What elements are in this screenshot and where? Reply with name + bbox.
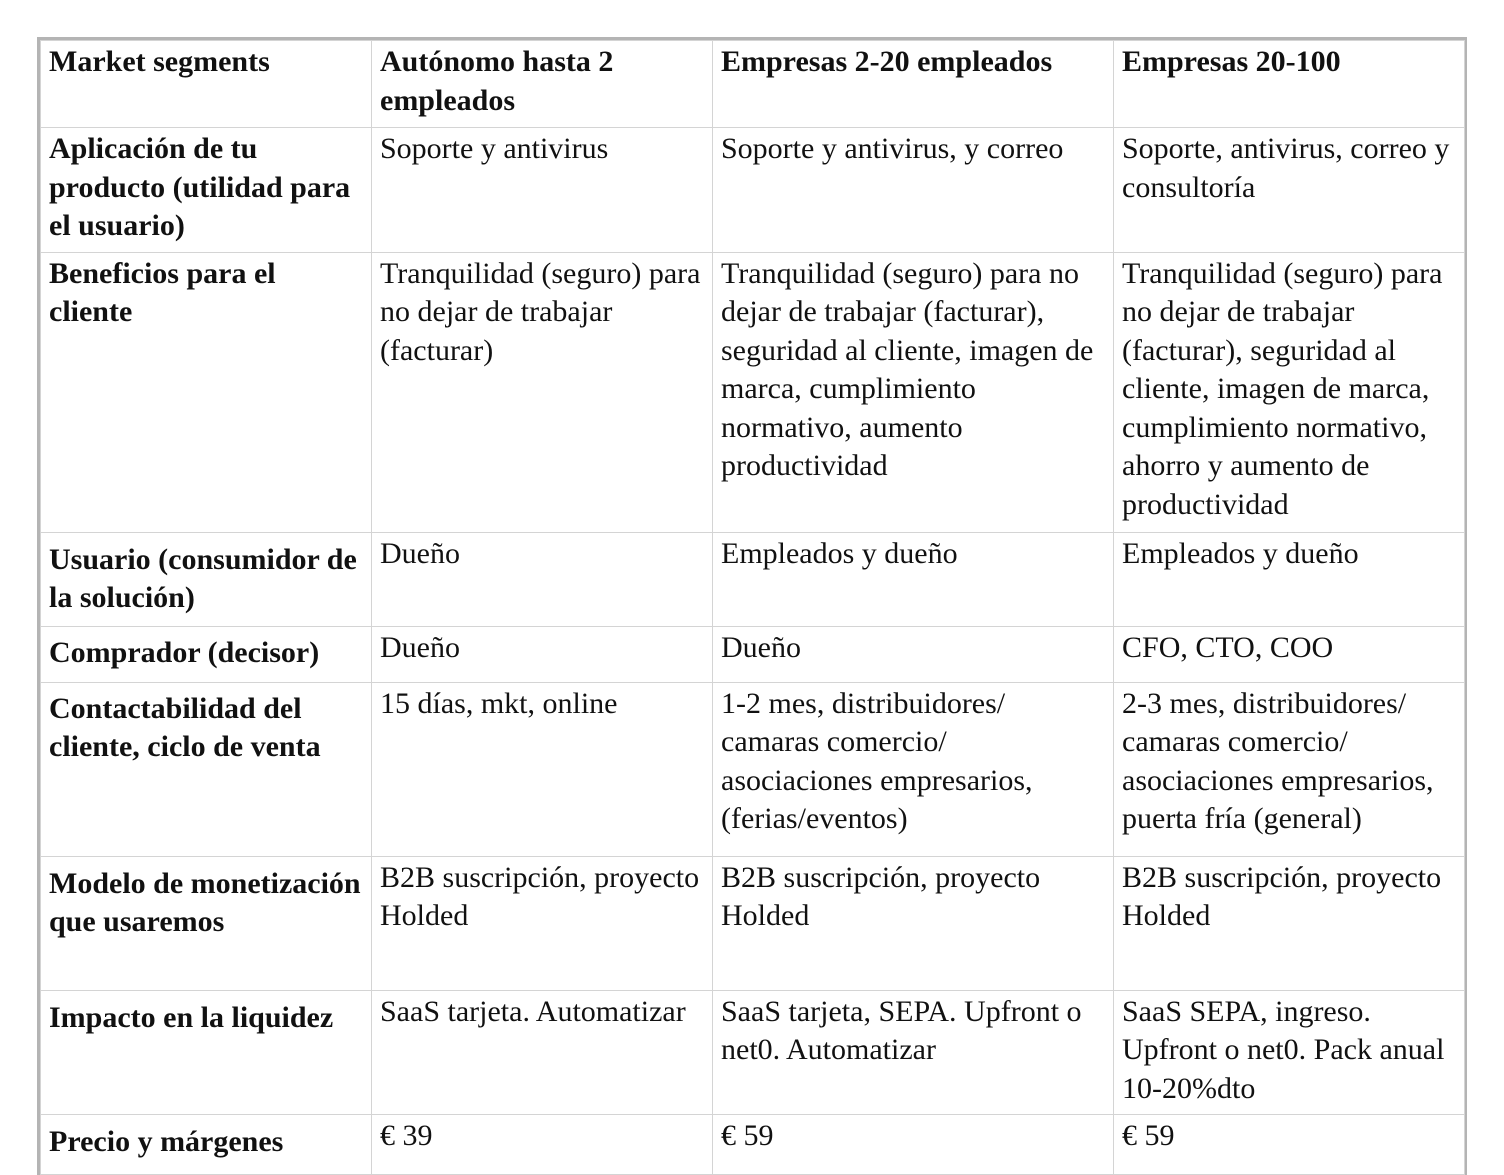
table-row — [41, 128, 1465, 253]
market-segments-table — [40, 40, 1465, 1175]
table-cell: B2B suscripción, proyecto Holded — [1114, 856, 1465, 990]
table-cell: 1-2 mes, distribuidores/ camaras comercio/ asociaciones empresarios, (ferias/eventos) — [713, 682, 1114, 856]
table-cell: Dueño — [372, 626, 713, 682]
row-label: Precio y márgenes — [41, 1115, 372, 1175]
table-cell: 2-3 mes, distribuidores/ camaras comercio/ asociaciones empresarios, puerta fría (general) — [1114, 682, 1465, 856]
row-label: Beneficios para el cliente — [41, 252, 372, 532]
table-cell: Tranquilidad (seguro) para no dejar de trabajar (facturar), seguridad al cliente, imagen de marca, cumplimiento normativo, aumento productividad — [713, 252, 1114, 532]
table-cell: Tranquilidad (seguro) para no dejar de trabajar (facturar) — [372, 252, 713, 532]
table-cell: Soporte y antivirus, y correo — [713, 128, 1114, 253]
table-cell: Tranquilidad (seguro) para no dejar de trabajar (facturar), seguridad al cliente, imagen de marca, cumplimiento normativo, ahorro y aumento de productividad — [1114, 252, 1465, 532]
table-row — [41, 532, 1465, 626]
table-row — [41, 682, 1465, 856]
table-row — [41, 856, 1465, 990]
table-cell: Dueño — [713, 626, 1114, 682]
table-cell: B2B suscripción, proyecto Holded — [713, 856, 1114, 990]
table-cell: 15 días, mkt, online — [372, 682, 713, 856]
table-cell: SaaS tarjeta, SEPA. Upfront o net0. Automatizar — [713, 990, 1114, 1115]
table-cell: € 39 — [372, 1115, 713, 1175]
row-label: Aplicación de tu producto (utilidad para el usuario) — [41, 128, 372, 253]
header-cell: Market segments — [41, 41, 372, 128]
table-cell: Dueño — [372, 532, 713, 626]
row-label: Comprador (decisor) — [41, 626, 372, 682]
table-cell: € 59 — [1114, 1115, 1465, 1175]
table-row — [41, 626, 1465, 682]
table-cell: Soporte, antivirus, correo y consultoría — [1114, 128, 1465, 253]
header-cell: Autónomo hasta 2 empleados — [372, 41, 713, 128]
table-cell: SaaS SEPA, ingreso. Upfront o net0. Pack anual 10-20%dto — [1114, 990, 1465, 1115]
table-cell: B2B suscripción, proyecto Holded — [372, 856, 713, 990]
header-cell: Empresas 20-100 — [1114, 41, 1465, 128]
table-cell: Empleados y dueño — [1114, 532, 1465, 626]
header-cell: Empresas 2-20 empleados — [713, 41, 1114, 128]
table-cell: Soporte y antivirus — [372, 128, 713, 253]
table-cell: CFO, CTO, COO — [1114, 626, 1465, 682]
table-header-row — [41, 41, 1465, 128]
table-cell: SaaS tarjeta. Automatizar — [372, 990, 713, 1115]
table-cell: € 59 — [713, 1115, 1114, 1175]
market-segments-table-container — [37, 37, 1467, 1175]
table-row — [41, 990, 1465, 1115]
row-label: Modelo de monetización que usaremos — [41, 856, 372, 990]
table-cell: Empleados y dueño — [713, 532, 1114, 626]
row-label: Contactabilidad del cliente, ciclo de venta — [41, 682, 372, 856]
row-label: Impacto en la liquidez — [41, 990, 372, 1115]
row-label: Usuario (consumidor de la solución) — [41, 532, 372, 626]
table-row — [41, 252, 1465, 532]
